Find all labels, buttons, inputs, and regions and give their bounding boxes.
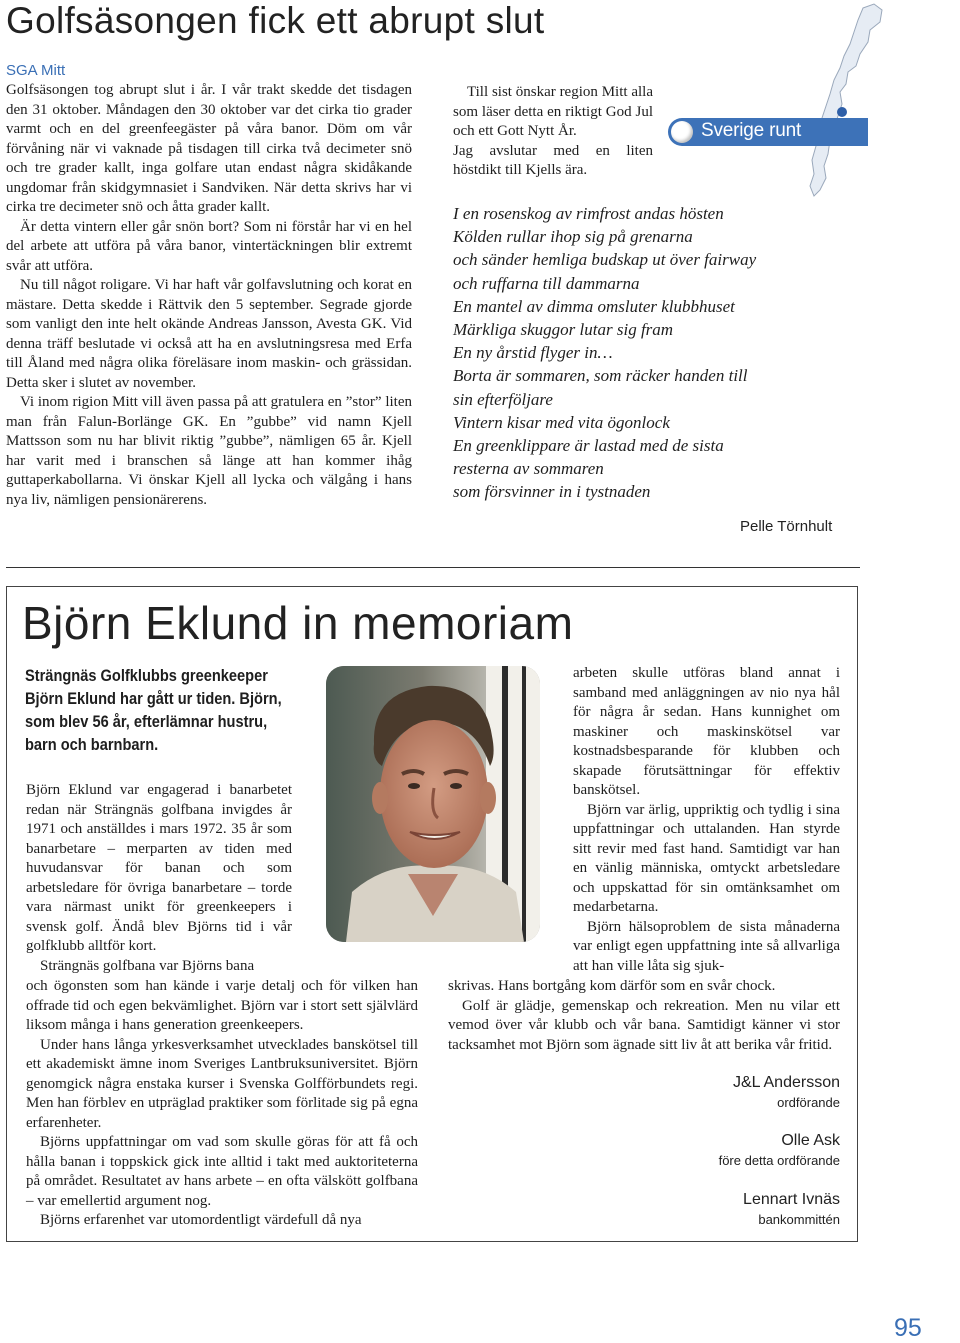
poem-line: resterna av sommaren <box>453 459 604 479</box>
lede-line: Björn Eklund har gått ur tiden. Björn, <box>25 689 282 708</box>
paragraph: och ögonsten som han kände i varje detalj och för vilken han offrade tid och egen bekvämlighet. Björn var i stort sett självlärd liksom många i hans generation greenkeepers. <box>26 978 418 1033</box>
poem-line: Vintern kisar med vita ögonlock <box>453 412 670 432</box>
poem-line: En ny årstid flyger in… <box>453 343 613 363</box>
poem <box>453 202 873 504</box>
badge-dot-icon <box>671 121 693 143</box>
poem-line: och sänder hemliga budskap ut över fairway <box>453 250 757 270</box>
memoriam-lede <box>25 664 282 756</box>
paragraph: Björn Eklund var engagerad i banarbetet redan när Strängnäs golfbana invigdes år 1971 och anställdes i mars 1972. 35 år som banarbetare – merparten av tiden med huvudansvar för banan och som arbetsledare för övriga banarbetare – torde vara närmast unikt för greenkeepers i svensk golf. Ändå blev Björns tid i vår golfklubb alltför kort. <box>26 782 292 954</box>
article-title: Golfsäsongen fick ett abrupt slut <box>6 0 545 41</box>
paragraph: Jag avslutar med en liten höstdikt till Kjells ära. <box>453 142 653 178</box>
paragraph: Björn hälsoproblem de sista månaderna var enligt egen uppfattning inte så allvarliga att han ville låta sig sjuk- <box>573 918 840 974</box>
article-column-1 <box>6 81 412 510</box>
paragraph: Strängnäs golfbana var Björns bana <box>40 957 255 974</box>
memoriam-column-left <box>26 781 292 976</box>
poem-line: Märkliga skuggor lutar sig fram <box>453 320 674 340</box>
portrait-photo <box>326 666 540 942</box>
poem-author: Pelle Törnhult <box>740 518 833 535</box>
lede-line: barn och barnbarn. <box>25 735 159 754</box>
paragraph: Till sist önskar region Mitt alla som läser detta en riktigt God Jul och ett Gott Nytt År. <box>453 84 653 139</box>
signature-name: Lennart Ivnäs <box>743 1191 840 1208</box>
poem-line: Borta är sommaren, som räcker handen till <box>453 366 748 386</box>
byline: SGA Mitt <box>6 62 66 79</box>
paragraph: skrivas. Hans bortgång kom därför som en svår chock. <box>448 978 776 994</box>
signature-name: Olle Ask <box>781 1132 840 1149</box>
portrait-icon <box>326 666 540 942</box>
sweden-map-icon <box>808 0 898 200</box>
poem-line: En mantel av dimma omsluter klubbhuset <box>453 296 735 316</box>
signature-name: J&L Andersson <box>732 1074 840 1091</box>
paragraph: Nu till något roligare. Vi har haft vår golfavslutning och korat en mästare. Detta skedde i Rättvik den 5 september. Segrade gjorde som vanligt den inte helt okände Andreas Jansson, Avesta GK. Vid denna träff beslutade vi också att ha en avslutningsresa med Erfa till Åland med några olika föreläsare inom maskin- och grässidan. Detta sker i slutet av november. <box>6 277 412 391</box>
paragraph: Björn var ärlig, uppriktig och tydlig i sina uppfattningar och uttalanden. Han styrde sitt revir med fast hand. Samtidigt var han en vänlig människa, omtyckt arbetsledare och uppskattad för sin omtänksamhet om medarbetarna. <box>573 801 840 915</box>
paragraph: Golfsäsongen tog abrupt slut i år. I vår trakt skedde det tisdagen den 31 oktober. Måndagen den 30 oktober var det cirka tio grader varmt och en del greenfeegäster på våra banor. Döm om vår förvåning när vi vaknade på tisdagen till cirka två decimeter snö och tre grader kallt, inga golfare utan endast några skidåkande ungdomar från skidgymnasiet i Sandviken. När detta skrivs har vi cirka tre decimeter snö och åtta grader kallt. <box>6 82 412 215</box>
memoriam-column-right-wide <box>448 977 840 1055</box>
paragraph: arbeten skulle utföras bland annat i samband med anläggningen av nio nya hål för några år sedan. Hans kunnighet om maskiner och maskinskötsel var kostnadsbesparande för klubben och skapade förutsättningar för effektiv banskötsel. <box>573 665 840 798</box>
paragraph: Golf är glädje, gemenskap och rekreation. Men nu vilar ett vemod över vår klubb och vår bana. Samtidigt känner vi stor tacksamhet mot Björn som ägnade sitt liv åt att berika vår fritid. <box>448 997 840 1053</box>
signature-block <box>719 1132 840 1168</box>
location-marker-icon <box>837 107 847 117</box>
signature-block <box>733 1074 840 1110</box>
memoriam-title: Björn Eklund in memoriam <box>22 597 574 649</box>
paragraph: Är detta vintern eller går snön bort? Som ni förstår har vi en hel del arbete att utföra på våra banor, vintertäckningen blir extremt svår att utföra. <box>6 218 412 274</box>
signature-role: bankommittén <box>758 1212 840 1227</box>
poem-line: I en rosenskog av rimfrost andas hösten <box>453 204 724 223</box>
poem-line: sin efterföljare <box>453 389 553 409</box>
paragraph: Vi inom rigion Mitt vill även passa på att gratulera en ”stor” liten man från Falun-Borlänge GK. En ”gubbe” vid namn Kjell Mattsson som nu har blivit riktig ”gubbe”, nämligen 65 år. Kjell har varit med i branschen så länge att han kommer ihåg guttaperkabollarna. Vi önskar Kjell all lycka och välgång i hans nya liv, nämligen pensionärerens. <box>6 394 412 508</box>
poem-line: och ruffarna till dammarna <box>453 273 640 293</box>
paragraph: Björns erfarenhet var utomordentligt värdefull då nya <box>40 1212 362 1228</box>
memoriam-column-right <box>573 664 840 976</box>
article-column-2 <box>453 83 653 181</box>
memoriam-column-left-wide <box>26 977 418 1231</box>
paragraph: Under hans långa yrkesverksamhet utvecklades banskötsel till ett akademiskt ämne inom Sveriges Lantbruksuniversitet. Björn genomgick några enstaka kurser i Svenska Golfförbundets regi. Men han förblev en utpräglad praktiker som förlitade sig på egna erfarenheter. <box>26 1036 418 1131</box>
section-divider <box>6 567 860 568</box>
lede-line: som blev 56 år, efterlämnar hustru, <box>25 712 268 731</box>
signature-role: före detta ordförande <box>718 1153 840 1168</box>
signature-block <box>743 1191 840 1227</box>
poem-line: Kölden rullar ihop sig på grenarna <box>453 227 693 247</box>
page-number: 95 <box>894 1314 922 1342</box>
poem-line: En greenklippare är lastad med de sista <box>453 436 724 456</box>
section-badge-label: Sverige runt <box>701 120 802 141</box>
paragraph: Björns uppfattningar om vad som skulle göras för att få och hålla banan i toppskick gick inte alltid i takt med auktoriteterna på området. Resultatet av hans arbete – en ofta välskött golfbana – var emellertid argument nog. <box>26 1134 418 1209</box>
signature-role: ordförande <box>777 1095 840 1110</box>
poem-line: som försvinner in i tystnaden <box>453 482 651 502</box>
lede-line: Strängnäs Golfklubbs greenkeeper <box>25 666 268 685</box>
